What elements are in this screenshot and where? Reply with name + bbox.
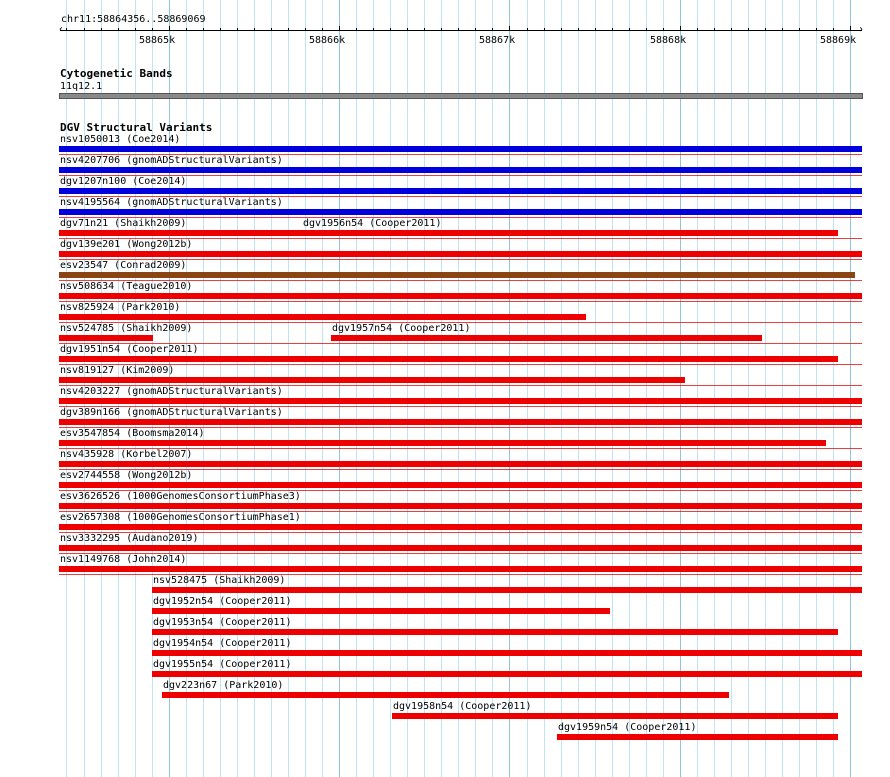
grid-line [458,0,459,777]
sv-feature-label: dgv1954n54 (Cooper2011) [153,638,292,649]
row-separator [59,364,862,365]
sv-feature-bar[interactable] [59,167,862,173]
grid-line [578,0,579,777]
ruler-tick [475,28,476,31]
ruler-tick [424,28,425,31]
sv-feature-bar[interactable] [302,230,838,236]
grid-line [731,0,732,777]
sv-feature-bar[interactable] [152,608,610,614]
sv-feature-label: nsv3332295 (Audano2019) [60,533,199,544]
sv-feature-label: nsv435928 (Korbel2007) [60,449,193,460]
ruler-tick [322,28,323,31]
ruler-right-arrow-icon: › [858,24,865,35]
sv-feature-label: nsv528475 (Shaikh2009) [153,575,286,586]
sv-feature-label: dgv1957n54 (Cooper2011) [332,323,471,334]
grid-line [782,0,783,777]
sv-feature-label: dgv1955n54 (Cooper2011) [153,659,292,670]
grid-line [714,0,715,777]
ruler-tick [356,28,357,31]
grid-line [509,0,510,777]
ruler-tick [544,28,545,31]
ruler-tick [850,26,851,31]
grid-line [492,0,493,777]
sv-feature-label: dgv1958n54 (Cooper2011) [393,701,532,712]
grid-line [816,0,817,777]
grid-line [629,0,630,777]
sv-feature-bar[interactable] [392,713,838,719]
sv-feature-label: nsv819127 (Kim2009) [60,365,175,376]
grid-line [339,0,340,777]
ruler-tick [66,28,67,31]
grid-line [799,0,800,777]
sv-feature-bar[interactable] [59,209,862,215]
sv-feature-bar[interactable] [59,251,862,257]
ruler-tick [186,28,187,31]
ruler-tick [254,28,255,31]
sv-feature-label: nsv1050013 (Coe2014) [60,134,181,145]
sv-feature-bar[interactable] [162,692,729,698]
cytoband-label: 11q12.1 [60,81,103,92]
ruler-tick [407,28,408,31]
grid-line [475,0,476,777]
cytoband-track-title: Cytogenetic Bands [60,67,173,80]
grid-line [595,0,596,777]
ruler-left-arrow-icon: ‹ [58,24,65,35]
sv-feature-bar[interactable] [59,335,153,341]
ruler-tick [271,28,272,31]
sv-feature-label: esv2657308 (1000GenomesConsortiumPhase1) [60,512,301,523]
ruler-tick-label: 58868k [650,35,687,46]
ruler-tick [663,28,664,31]
ruler-tick [305,28,306,31]
sv-feature-bar[interactable] [152,671,862,677]
sv-feature-bar[interactable] [59,461,862,467]
sv-feature-label: dgv71n21 (Shaikh2009) [60,218,187,229]
ruler-tick [220,28,221,31]
sv-feature-label: dgv223n67 (Park2010) [163,680,284,691]
ruler-tick [714,28,715,31]
ruler-tick-label: 58869k [820,35,857,46]
sv-feature-label: dgv139e201 (Wong2012b) [60,239,193,250]
sv-feature-bar[interactable] [59,545,862,551]
sv-feature-bar[interactable] [59,188,862,194]
ruler-tick [373,28,374,31]
ruler-tick [118,28,119,31]
grid-line [356,0,357,777]
ruler-tick [203,28,204,31]
sv-feature-label: esv3547854 (Boomsma2014) [60,428,205,439]
sv-feature-label: dgv1953n54 (Cooper2011) [153,617,292,628]
ruler-tick [561,28,562,31]
grid-line [850,0,851,777]
grid-line [646,0,647,777]
sv-feature-label: esv2744558 (Wong2012b) [60,470,193,481]
sv-feature-bar[interactable] [59,524,862,530]
sv-feature-label: dgv1952n54 (Cooper2011) [153,596,292,607]
ruler-tick [458,28,459,31]
sv-feature-label: dgv389n166 (gnomADStructuralVariants) [60,407,283,418]
sv-feature-bar[interactable] [59,398,862,404]
ruler-tick [612,28,613,31]
ruler-tick [527,28,528,31]
sv-feature-bar[interactable] [331,335,762,341]
sv-track-title: DGV Structural Variants [60,121,213,134]
grid-line [424,0,425,777]
ruler-tick [680,26,681,31]
sv-feature-bar[interactable] [59,503,862,509]
ruler-tick-label: 58866k [309,35,346,46]
ruler-tick [629,28,630,31]
sv-feature-label: nsv4207706 (gnomADStructuralVariants) [60,155,283,166]
sv-feature-bar[interactable] [59,272,855,278]
sv-feature-bar[interactable] [152,650,862,656]
ruler-tick [101,28,102,31]
sv-feature-label: nsv4195564 (gnomADStructuralVariants) [60,197,283,208]
ruler-tick [390,28,391,31]
grid-line [833,0,834,777]
grid-line [663,0,664,777]
sv-feature-bar[interactable] [59,482,862,488]
sv-feature-label: nsv4203227 (gnomADStructuralVariants) [60,386,283,397]
grid-line [697,0,698,777]
sv-feature-bar[interactable] [557,734,838,740]
sv-feature-label: esv3626526 (1000GenomesConsortiumPhase3) [60,491,301,502]
ruler-tick-label: 58867k [479,35,516,46]
sv-feature-label: esv23547 (Conrad2009) [60,260,187,271]
grid-line [390,0,391,777]
sv-feature-bar[interactable] [152,629,838,635]
sv-feature-label: dgv1956n54 (Cooper2011) [303,218,442,229]
sv-feature-label: dgv1207n100 (Coe2014) [60,176,187,187]
sv-feature-bar[interactable] [152,587,862,593]
sv-feature-bar[interactable] [59,419,862,425]
ruler-tick [782,28,783,31]
ruler-tick [748,28,749,31]
ruler-tick [288,28,289,31]
grid-line [748,0,749,777]
sv-feature-label: nsv825924 (Park2010) [60,302,181,313]
ruler-axis [60,30,862,31]
ruler-tick [799,28,800,31]
sv-feature-label: nsv1149768 (John2014) [60,554,187,565]
ruler-tick [84,28,85,31]
grid-line [561,0,562,777]
grid-line [612,0,613,777]
cytoband-bar[interactable] [59,93,863,99]
grid-line [544,0,545,777]
ruler-tick [339,26,340,31]
ruler-tick [833,28,834,31]
ruler-tick [765,28,766,31]
sv-feature-label: dgv1959n54 (Cooper2011) [558,722,697,733]
ruler-tick [169,26,170,31]
ruler-tick [731,28,732,31]
sv-feature-bar[interactable] [59,377,685,383]
ruler-tick [646,28,647,31]
sv-feature-bar[interactable] [59,146,862,152]
grid-line [765,0,766,777]
sv-feature-bar[interactable] [59,314,586,320]
sv-feature-label: nsv524785 (Shaikh2009) [60,323,193,334]
sv-feature-bar[interactable] [59,566,862,572]
sv-feature-label: dgv1951n54 (Cooper2011) [60,344,199,355]
ruler-tick [441,28,442,31]
sv-feature-label: nsv508634 (Teague2010) [60,281,193,292]
grid-line [305,0,306,777]
grid-line [373,0,374,777]
ruler-tick [816,28,817,31]
grid-line [680,0,681,777]
grid-line [441,0,442,777]
ruler-tick [697,28,698,31]
ruler-tick [135,28,136,31]
ruler-tick [492,28,493,31]
ruler-tick [237,28,238,31]
sv-feature-bar[interactable] [59,293,862,299]
ruler-tick [595,28,596,31]
ruler-tick [509,26,510,31]
grid-line [407,0,408,777]
ruler-tick-label: 58865k [139,35,176,46]
ruler-tick [152,28,153,31]
grid-line [322,0,323,777]
ruler-tick [578,28,579,31]
grid-line [527,0,528,777]
region-label: chr11:58864356..58869069 [61,14,206,25]
sv-feature-bar[interactable] [59,356,838,362]
sv-feature-bar[interactable] [59,440,826,446]
